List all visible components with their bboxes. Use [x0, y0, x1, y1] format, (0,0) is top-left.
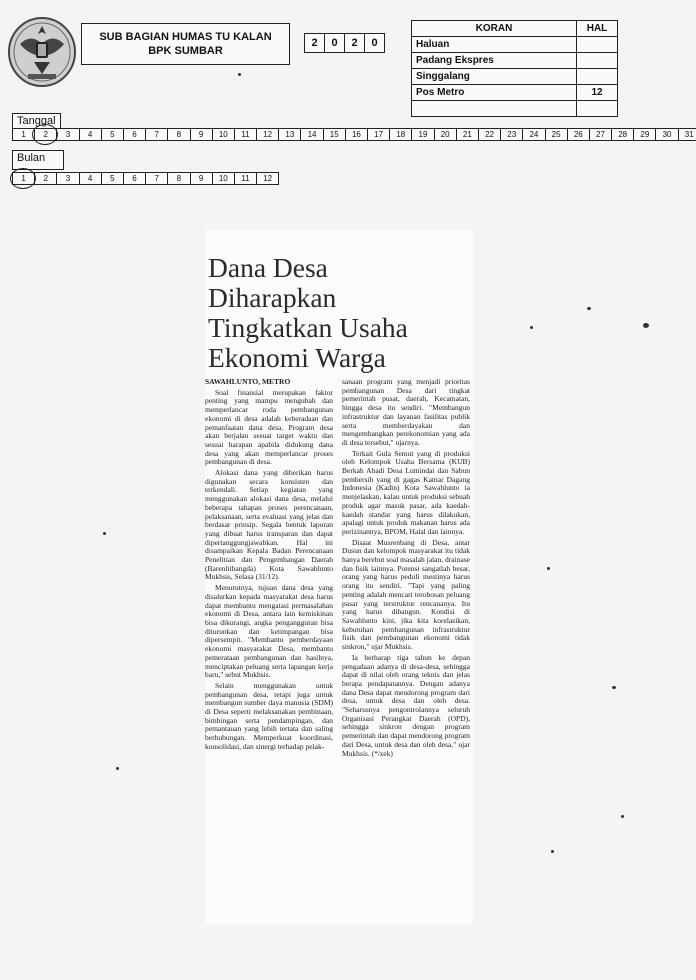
- headline-line: Ekonomi Warga: [208, 342, 386, 373]
- bulan-label: Bulan: [12, 150, 64, 170]
- day-cell: 19: [411, 128, 434, 141]
- scan-speck: [551, 850, 554, 853]
- paragraph: Alokasi dana yang diberikan harus digunakan secara konsisten dan terkendali. Setiap kegiatan yang menggunakan alokasi dana desa, melalui beberapa tahapan proses perencanaan, pelaksanaan, serta evaluasi yang jelas dan berdasar prinsip. Segala bentuk laporan yang dibuat harus transparan dan dapat dipertanggungjawabkan. Hal ini disampaikan Kepala Badan Perencanaan Penelitian dan Pengembangan Daerah (Barenlitbangda) Kota Sawahlunto Mukhsis, Selasa (31/12).: [205, 468, 333, 582]
- month-cell: 10: [212, 172, 235, 185]
- month-cell: 5: [101, 172, 124, 185]
- day-cell: 16: [345, 128, 368, 141]
- headline-line: Diharapkan: [208, 282, 337, 313]
- paragraph: Selain menggunakan untuk pembangunan desa, tetapi juga untuk membangun sumber daya manusia (SDM) di Desa seperti melaksanakan pembinaan, bimbingan serta pendampingan, dan pemantauan yang lebih tertata dan saling berhubungan. Memperkuat koordinasi, konsolidasi, dan sinergi terhadap pelak-: [205, 680, 333, 751]
- office-header-box: [81, 23, 290, 65]
- day-cell: 27: [589, 128, 612, 141]
- paragraph: sanaan program yang menjadi prioritas pembangunan Desa dari tingkat pemerintah pusat, daerah, Kecamatan, hingga desa itu sendiri. "Membangun infrastruktur dan layanan fasilitas publik serta memberdayakan dan mengembangkan perekonomian yang ada di desa tersebut," ujarnya.: [342, 377, 470, 447]
- year-digit: 2: [344, 33, 365, 53]
- day-cell: 2: [34, 128, 57, 141]
- newspaper-name: Padang Ekspres: [412, 53, 577, 69]
- day-cell: 20: [434, 128, 457, 141]
- header-line-1: SUB BAGIAN HUMAS TU KALAN: [99, 31, 272, 43]
- scan-speck: [116, 767, 119, 770]
- paragraph: Disaat Musrenbang di Desa, antar Dusun dan kelompok masyarakat itu tidak hanya berebut soal masalah jalan, drainase dan fisik lainnya. Potensi sangatlah besar, orang yang harus peduli mestinya harus orang itu sendiri. "Tapi yang paling penting adalah mencari terobosan peluang pasar yang terstruktur rencananya. Itu yang harus dibangun. Kondisi di Sawahlunto kini, jika kita korelasikan, kebutuhan pembangunan infrastruktur fisik dan pembangunan ekonomi tidak sinkron," ujar Mukhsis.: [342, 537, 470, 652]
- paragraph: Menurutnya, tujuan dana desa yang disalurkan kepada masyarakat desa harus dapat membantu mengatasi permasalahan ekonomi di Desa, antara lain kemiskinan bisa dikurangi, angka pengangguran bisa diturunkan dan ketimpangan bisa dipersempit. "Membantu pemberdayaan ekonomi masyarakat Desa, membantu pemerataan pembangunan dan hasilnya, menciptakan peluang serta lapangan kerja baru," sebut Mukhsis.: [205, 583, 333, 680]
- dateline-text: SAWAHLUNTO, METRO: [205, 377, 291, 386]
- page-number: 12: [577, 85, 618, 101]
- paragraph: Ia berharap tiga tahun ke depan pengadaan adanya di desa-desa, sehingga dapat di nilai oleh orang teknis dan jelas berapa pendapatannya. Dengan adanya dana Desa dapat mendorong program dari desa, untuk desa dan oleh desa. "Seharusnya pengontrolannya seluruh Organisasi Perangkat Daerah (OPD), sehingga sinkron dengan program pemerintah dan dapat mendorong program dari Desa, untuk desa dan oleh desa," ujar Mukhsis. (*/zek): [342, 652, 470, 758]
- day-cell: 26: [567, 128, 590, 141]
- article-headline: [208, 253, 478, 373]
- day-cell: 21: [456, 128, 479, 141]
- tanggal-label: Tanggal: [12, 113, 61, 129]
- month-row: [12, 172, 278, 185]
- day-cell: 30: [655, 128, 678, 141]
- table-row: [412, 85, 618, 101]
- header-line-2: BPK SUMBAR: [148, 45, 223, 57]
- day-cell: 11: [234, 128, 257, 141]
- day-cell: 6: [123, 128, 146, 141]
- month-cell: 7: [145, 172, 168, 185]
- dateline: [205, 378, 333, 387]
- newspaper-name: Singgalang: [412, 69, 577, 85]
- scan-speck: [547, 567, 550, 570]
- headline-line: Tingkatkan Usaha: [208, 312, 408, 343]
- day-cell: 12: [256, 128, 279, 141]
- newspaper-name: Pos Metro: [412, 85, 577, 101]
- year-digit: 2: [304, 33, 325, 53]
- article-column-2: [342, 378, 470, 760]
- day-cell: 25: [545, 128, 568, 141]
- scan-speck: [643, 323, 649, 328]
- scan-speck: [238, 73, 241, 76]
- day-cell: 7: [145, 128, 168, 141]
- newspaper-name: Haluan: [412, 37, 577, 53]
- paragraph: Terkait Gula Semut yang di produksi oleh Kelompok Usaha Bersama (KUB) Berkah Abadi Desa Lumindai dan Sabun pembersih yang di gagas Kamar Dagang Indonesia (Kadin) Kota Sawahlunto ia menjelaskan, kalau untuk produksi sebuah produk agar masuk pasar, ada kaedah-kaedah standar yang harus dilakukan, apalagi untuk produk makanan harus ada perizinannya, BPOM, Halal dan lainnya.: [342, 448, 470, 536]
- day-cell: 31: [678, 128, 696, 141]
- day-cell: 8: [167, 128, 190, 141]
- table-row: [412, 101, 618, 117]
- month-cell: 12: [256, 172, 279, 185]
- page-number: [577, 53, 618, 69]
- newspaper-table: [411, 20, 618, 117]
- day-cell: 5: [101, 128, 124, 141]
- page-number: [577, 101, 618, 117]
- month-cell: 4: [79, 172, 102, 185]
- day-cell: 22: [478, 128, 501, 141]
- table-row: [412, 53, 618, 69]
- day-row: [12, 128, 696, 141]
- day-cell: 18: [389, 128, 412, 141]
- garuda-emblem-icon: [6, 12, 78, 88]
- day-cell: 3: [56, 128, 79, 141]
- scan-speck: [530, 326, 533, 329]
- paragraph: Soal finansial merupakan faktor penting yang mampu mengubah dan memperlancar roda pembangunan ekonomi di desa adalah keberadaan dan pemanfaatan dana desa. Program desa akan berjalan sesuai target waktu dan sesuai harapan apabila didukung dana desa yang akan memperlancar proses pembangunan di desa.: [205, 387, 333, 467]
- month-cell: 9: [190, 172, 213, 185]
- day-cell: 13: [278, 128, 301, 141]
- table-row: [412, 69, 618, 85]
- day-cell: 1: [12, 128, 35, 141]
- day-cell: 10: [212, 128, 235, 141]
- day-cell: 15: [323, 128, 346, 141]
- day-cell: 17: [367, 128, 390, 141]
- day-cell: 28: [611, 128, 634, 141]
- page-number: [577, 37, 618, 53]
- year-digit: 0: [324, 33, 345, 53]
- selected-circle-mark: [32, 124, 58, 145]
- day-cell: 14: [300, 128, 323, 141]
- headline-line: Dana Desa: [208, 252, 328, 283]
- day-cell: 4: [79, 128, 102, 141]
- day-cell: 24: [522, 128, 545, 141]
- hal-header: HAL: [577, 21, 618, 37]
- table-row: [412, 37, 618, 53]
- month-cell: 8: [167, 172, 190, 185]
- scan-speck: [103, 532, 106, 535]
- newspaper-table-header: [412, 21, 618, 37]
- day-cell: 23: [500, 128, 523, 141]
- scan-speck: [612, 686, 616, 689]
- day-cell: 29: [633, 128, 656, 141]
- selected-circle-mark: [10, 168, 36, 189]
- scan-speck: [621, 815, 624, 818]
- month-cell: 1: [12, 172, 35, 185]
- month-cell: 11: [234, 172, 257, 185]
- year-boxes: [304, 33, 384, 53]
- month-cell: 6: [123, 172, 146, 185]
- koran-header: KORAN: [412, 21, 577, 37]
- year-digit: 0: [364, 33, 385, 53]
- month-cell: 3: [56, 172, 79, 185]
- page-number: [577, 69, 618, 85]
- day-cell: 9: [190, 128, 213, 141]
- newspaper-name: [412, 101, 577, 117]
- article-column-1: [205, 378, 333, 754]
- scan-speck: [587, 307, 591, 310]
- month-cell: 2: [34, 172, 57, 185]
